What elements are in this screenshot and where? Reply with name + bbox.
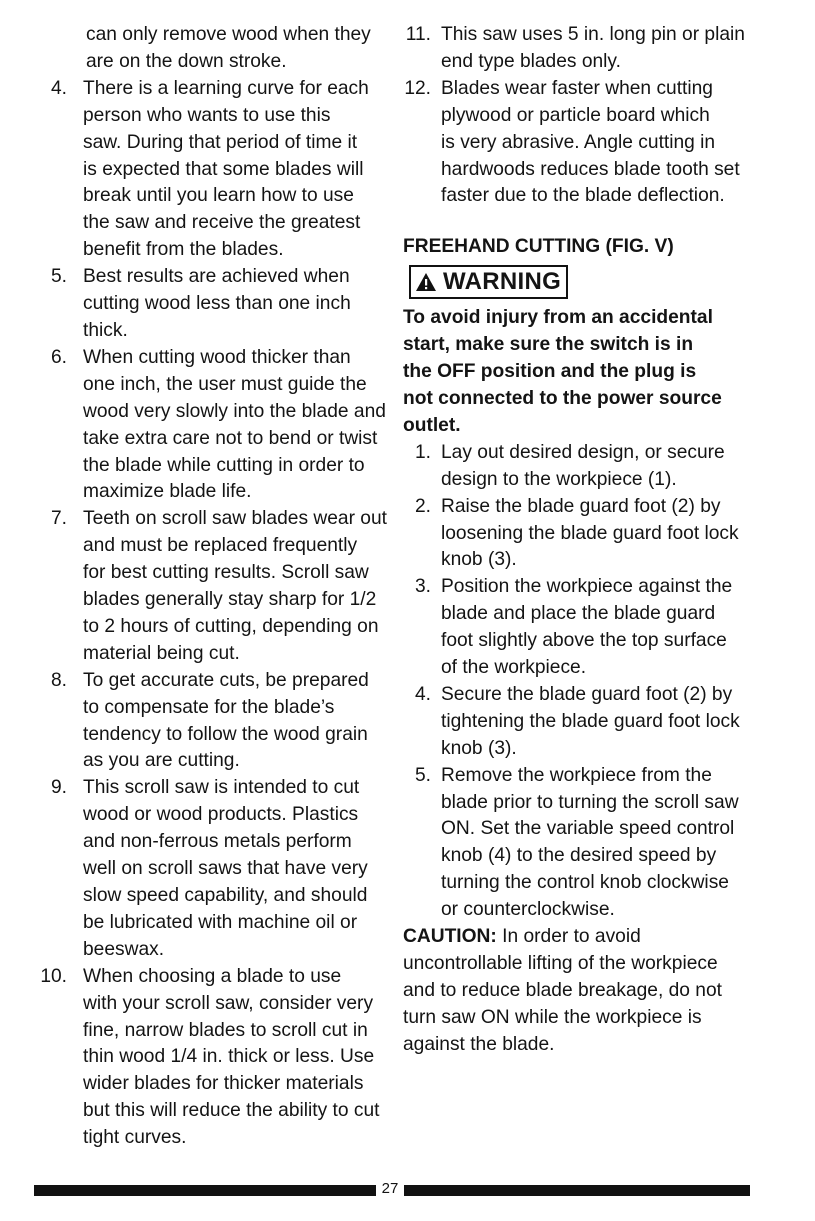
left-column [36, 22, 386, 1152]
item-line: take extra care not to bend or twist [83, 427, 378, 449]
tip-item [36, 506, 386, 667]
step-item [403, 682, 763, 763]
caution-line: turn saw ON while the workpiece is [403, 1006, 702, 1028]
warning-box [409, 265, 568, 299]
step-item [403, 574, 763, 682]
item-line: When choosing a blade to use [83, 965, 342, 987]
warning-line: the OFF position and the plug is [403, 361, 697, 383]
item-line: wider blades for thicker materials [83, 1073, 364, 1095]
item-number: 10. [40, 965, 67, 987]
item-number: 11. [405, 24, 431, 45]
item-number: 1. [414, 441, 431, 463]
item-line: end type blades only. [441, 50, 621, 72]
item-number: 5. [414, 764, 431, 786]
item-line: benefit from the blades. [83, 239, 284, 261]
item-line: This scroll saw is intended to cut [83, 777, 360, 799]
item-line: blade prior to turning the scroll saw [441, 791, 739, 813]
item-line: blade and place the blade guard [441, 603, 716, 625]
item-line: to compensate for the blade’s [83, 696, 335, 718]
item-line: person who wants to use this [83, 104, 331, 126]
item-number: 6. [50, 346, 67, 368]
section-heading: FREEHAND CUTTING (FIG. V) [403, 236, 674, 258]
item-line: tendency to follow the wood grain [83, 723, 368, 745]
item-line: slow speed capability, and should [83, 885, 368, 906]
item-line: saw. During that period of time it [83, 131, 358, 153]
steps-list [403, 440, 763, 924]
warning-line: not connected to the power source [403, 387, 722, 409]
step-item [403, 763, 763, 924]
item-line: This saw uses 5 in. long pin or plain [441, 24, 745, 45]
item-number: 4. [50, 77, 67, 99]
item-line: Lay out desired design, or secure [441, 441, 725, 463]
item-line: beeswax. [83, 938, 165, 960]
text-line: are on the down stroke. [86, 50, 287, 72]
item-line: is very abrasive. Angle cutting in [441, 131, 716, 153]
item-line: and non-ferrous metals perform [83, 831, 352, 853]
item-line: with your scroll saw, consider very [83, 992, 374, 1014]
tip-item [36, 345, 386, 506]
item-line: be lubricated with machine oil or [83, 911, 358, 933]
item-line: Blades wear faster when cutting [441, 77, 713, 99]
page-number: 27 [381, 1180, 399, 1197]
item-line: cutting wood less than one inch [83, 293, 351, 315]
item-line: turning the control knob clockwise [441, 872, 729, 894]
step-item [403, 440, 763, 494]
warning-triangle-icon [415, 272, 437, 292]
right-column [403, 22, 763, 1059]
item-line: Secure the blade guard foot (2) by [441, 683, 733, 705]
item-line: faster due to the blade deflection. [441, 185, 725, 207]
tip-item [36, 668, 386, 776]
page-footer [34, 1180, 750, 1200]
item-number: 9. [50, 777, 67, 799]
item-line: Best results are achieved when [83, 266, 350, 288]
warning-text [403, 305, 763, 440]
item-line: is expected that some blades will [83, 158, 364, 180]
warning-line: outlet. [403, 414, 461, 436]
item-line: knob (3). [441, 549, 517, 571]
item-line: wood very slowly into the blade and [83, 400, 386, 422]
tips-list-continued [403, 22, 763, 210]
tip-item [36, 264, 386, 345]
item-line: or counterclockwise. [441, 899, 615, 921]
item-number: 7. [50, 508, 67, 530]
item-line: Raise the blade guard foot (2) by [441, 495, 721, 517]
item-line: tight curves. [83, 1127, 187, 1149]
item-number: 3. [414, 576, 431, 598]
item-number: 5. [50, 266, 67, 288]
item-number: 2. [414, 495, 431, 517]
item-line: fine, narrow blades to scroll cut in [83, 1019, 368, 1041]
item-line: material being cut. [83, 642, 240, 664]
warning-line: To avoid injury from an accidental [403, 307, 713, 329]
item-line: tightening the blade guard foot lock [441, 710, 740, 732]
caution-first-line [403, 924, 763, 951]
item-line: maximize blade life. [83, 481, 252, 503]
caution-label: CAUTION: [403, 926, 497, 948]
item-line: knob (3). [441, 737, 517, 759]
item-line: for best cutting results. Scroll saw [83, 562, 369, 584]
item-line: thick. [83, 319, 128, 341]
item-line: foot slightly above the top surface [441, 630, 727, 652]
item-line: ON. Set the variable speed control [441, 818, 735, 840]
item-line: There is a learning curve for each [83, 77, 369, 99]
tip-item [403, 76, 763, 211]
item-line: the saw and receive the greatest [83, 212, 361, 234]
item-line: Teeth on scroll saw blades wear out [83, 508, 387, 530]
caution-line: against the blade. [403, 1033, 555, 1055]
item-line: knob (4) to the desired speed by [441, 845, 717, 867]
item-line: When cutting wood thicker than [83, 346, 351, 368]
warning-line: start, make sure the switch is in [403, 334, 694, 356]
item-line: blades generally stay sharp for 1/2 [83, 589, 377, 611]
item-line: as you are cutting. [83, 750, 240, 772]
item-line: the blade while cutting in order to [83, 454, 365, 476]
tip-item [36, 76, 386, 264]
tip-item [36, 775, 386, 963]
step-item [403, 494, 763, 575]
item-number: 4. [414, 683, 431, 705]
warning-label: WARNING [443, 268, 562, 296]
item-line: wood or wood products. Plastics [83, 804, 359, 826]
footer-rule-left [34, 1185, 376, 1196]
item-line: loosening the blade guard foot lock [441, 522, 739, 544]
caution-line: and to reduce blade breakage, do not [403, 979, 722, 1001]
item-line: Position the workpiece against the [441, 576, 733, 598]
caution-paragraph [403, 924, 763, 1059]
item-line: plywood or particle board which [441, 104, 710, 126]
item-line: To get accurate cuts, be prepared [83, 669, 369, 691]
item-line: thin wood 1/4 in. thick or less. Use [83, 1046, 375, 1068]
item-line: hardwoods reduces blade tooth set [441, 158, 740, 180]
tip-item [403, 22, 763, 76]
caution-text: In order to avoid [496, 926, 641, 948]
item-line: and must be replaced frequently [83, 535, 358, 557]
item-line: break until you learn how to use [83, 185, 354, 207]
item-line: well on scroll saws that have very [83, 858, 368, 880]
caution-line: uncontrollable lifting of the workpiece [403, 953, 718, 974]
item-line: one inch, the user must guide the [83, 373, 367, 395]
item-line: design to the workpiece (1). [441, 468, 677, 490]
continued-text [36, 22, 386, 76]
footer-rule-right [404, 1185, 750, 1196]
item-line: but this will reduce the ability to cut [83, 1100, 380, 1122]
tip-item [36, 964, 386, 1152]
item-line: Remove the workpiece from the [441, 764, 712, 786]
item-number: 12. [404, 77, 431, 99]
tips-list [36, 76, 386, 1152]
item-line: of the workpiece. [441, 657, 587, 679]
text-line: can only remove wood when they [86, 24, 371, 45]
item-line: to 2 hours of cutting, depending on [83, 615, 379, 637]
item-number: 8. [50, 669, 67, 691]
